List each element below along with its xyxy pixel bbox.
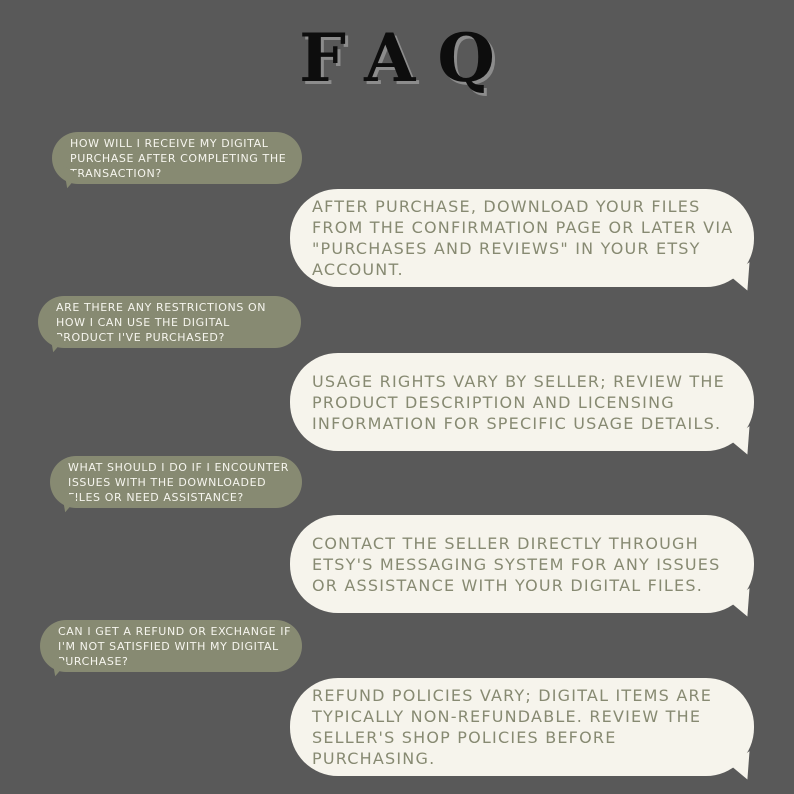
question-bubble-2 <box>38 296 301 348</box>
answer-bubble-1 <box>290 189 754 287</box>
question-bubble-3 <box>50 456 302 508</box>
answer-text-2: USAGE RIGHTS VARY BY SELLER; REVIEW THE PRODUCT DESCRIPTION AND LICENSING INFORMATION FOR SPECIFIC USAGE DETAILS. <box>312 371 725 433</box>
answer-bubble-3 <box>290 515 754 613</box>
question-text-1: HOW WILL I RECEIVE MY DIGITAL PURCHASE AFTER COMPLETING THE TRANSACTION? <box>70 136 287 180</box>
answer-bubble-2 <box>290 353 754 451</box>
answer-bubble-4 <box>290 678 754 776</box>
question-text-2: ARE THERE ANY RESTRICTIONS ON HOW I CAN USE THE DIGITAL PRODUCT I'VE PURCHASED? <box>56 300 267 344</box>
page-title: FAQ <box>299 19 517 97</box>
question-text-3: WHAT SHOULD I DO IF I ENCOUNTER ISSUES WITH THE DOWNLOADED FILES OR NEED ASSISTANCE? <box>68 460 289 504</box>
answer-text-4: REFUND POLICIES VARY; DIGITAL ITEMS ARE TYPICALLY NON-REFUNDABLE. REVIEW THE SELLER'S SHOP POLICIES BEFORE PURCHASING. <box>312 686 713 768</box>
question-text-4: CAN I GET A REFUND OR EXCHANGE IF I'M NOT SATISFIED WITH MY DIGITAL PURCHASE? <box>58 624 292 668</box>
answer-text-1: AFTER PURCHASE, DOWNLOAD YOUR FILES FROM THE CONFIRMATION PAGE OR LATER VIA "PURCHASES AND REVIEWS" IN YOUR ETSY ACCOUNT. <box>312 197 734 279</box>
question-bubble-1 <box>52 132 302 184</box>
answer-text-3: CONTACT THE SELLER DIRECTLY THROUGH ETSY'S MESSAGING SYSTEM FOR ANY ISSUES OR ASSISTANCE WITH YOUR DIGITAL FILES. <box>312 533 721 595</box>
question-bubble-4 <box>40 620 302 672</box>
